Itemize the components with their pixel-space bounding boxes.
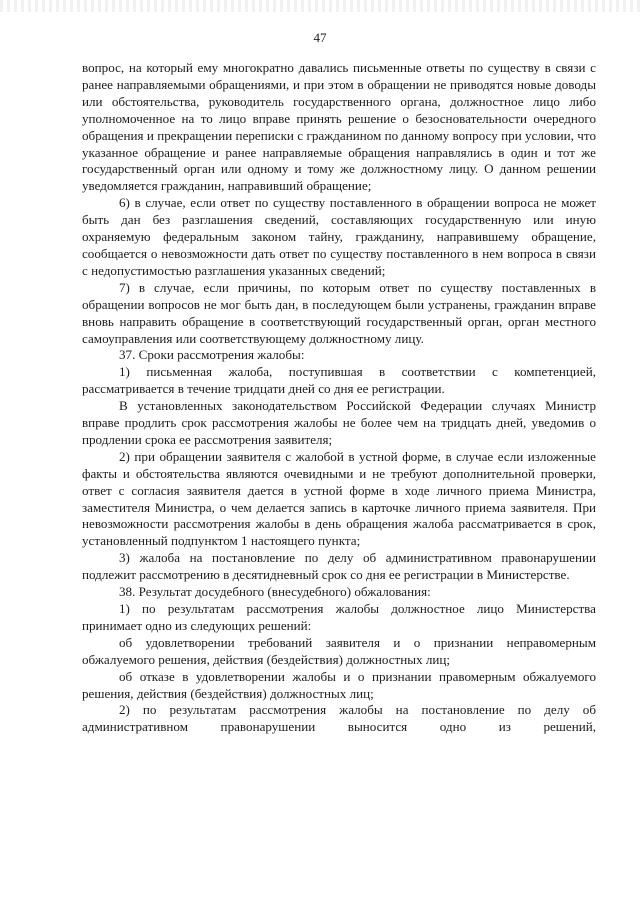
section-heading-38: 38. Результат досудебного (внесудебного) обжалования:	[119, 584, 431, 600]
section-heading-37: 37. Сроки рассмотрения жалобы:	[119, 347, 305, 363]
paragraph-38-2: 2) по результатам рассмотрения жалобы на постановление по делу об административном правонарушении выносится одно из решений,	[82, 702, 596, 735]
document-body	[82, 60, 596, 736]
page-number: 47	[313, 30, 327, 45]
paragraph-item-6: 6) в случае, если ответ по существу поставленного в обращении вопроса не может быть дан без разглашения сведений, составляющих государственную или иную охраняемую федеральным законом тайну, гражданину, направившему обращение, сообщается о невозможности дать ответ по существу поставленного в нем вопроса в связи с недопустимостью разглашения указанных сведений;	[82, 195, 596, 278]
paragraph-37-1: 1) письменная жалоба, поступившая в соответствии с компетенцией, рассматривается в течение тридцати дней со дня ее регистрации.	[82, 364, 596, 397]
paragraph-37-2: 2) при обращении заявителя с жалобой в устной форме, в случае если изложенные факты и обстоятельства являются очевидными и не требуют дополнительной проверки, ответ с согласия заявителя дается в устной форме в ходе личного приема Министра, заместителя Министра, о чем делается запись в карточке личного приема заявителя. При невозможности рассмотрения жалобы в день обращения жалоба рассматривается в срок, установленный подпунктом 1 настоящего пункта;	[82, 448, 596, 549]
paragraph-item-7: 7) в случае, если причины, по которым ответ по существу поставленных в обращении вопросов не мог быть дан, в последующем были устранены, гражданин вправе вновь направить обращение в соответствующий государственный орган, орган местного самоуправления или соответствующему должностному лицу.	[82, 279, 596, 346]
paragraph-extension: В установленных законодательством Российской Федерации случаях Министр вправе продлить срок рассмотрения жалобы не более чем на тридцать дней, уведомив о продлении срока ее рассмотрения заявителя;	[82, 398, 596, 447]
paragraph-continuation: вопрос, на который ему многократно давались письменные ответы по существу в связи с ранее направляемыми обращениями, и при этом в обращении не приводятся новые доводы или обстоятельства, руководитель государственного органа, должностное лицо либо уполномоченное на то лицо вправе принять решение о безосновательности очередного обращения и прекращении переписки с гражданином по данному вопросу при условии, что указанное обращение и ранее направляемые обращения направлялись в один и тот же государственный орган или одному и тому же должностному лицу. О данном решении уведомляется гражданин, направивший обращение;	[82, 60, 596, 194]
scan-artifact	[0, 0, 640, 12]
paragraph-37-3: 3) жалоба на постановление по делу об административном правонарушении подлежит рассмотрению в десятидневный срок со дня ее регистрации в Министерстве.	[82, 550, 596, 583]
paragraph-decision-refuse: об отказе в удовлетворении жалобы и о признании правомерным обжалуемого решения, действия (бездействия) должностных лиц;	[82, 668, 596, 701]
paragraph-38-1: 1) по результатам рассмотрения жалобы должностное лицо Министерства принимает одно из следующих решений:	[82, 601, 596, 633]
paragraph-decision-satisfy: об удовлетворении требований заявителя и о признании неправомерным обжалуемого решения, действия (бездействия) должностных лиц;	[82, 634, 596, 667]
